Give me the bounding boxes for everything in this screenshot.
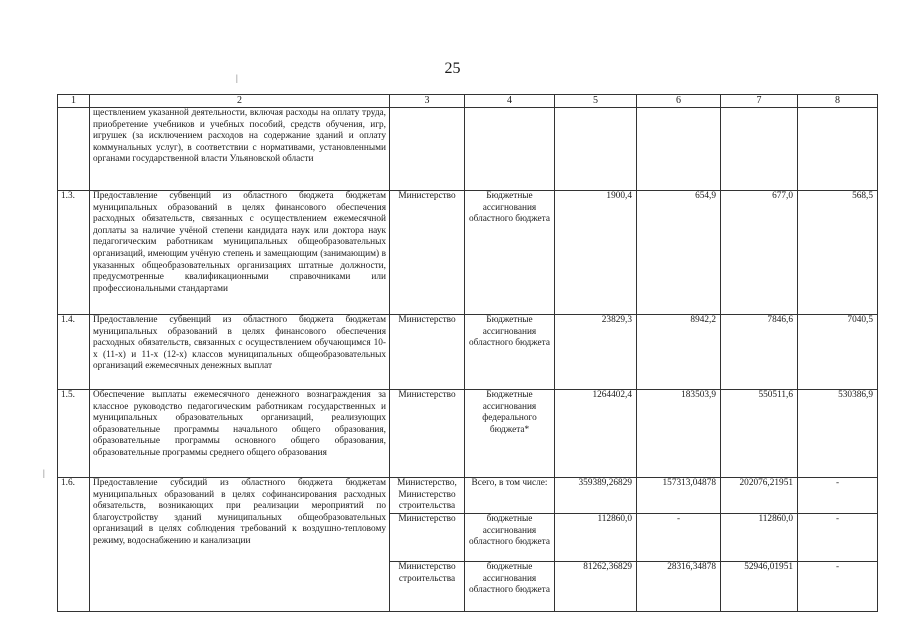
row-value-year2: 202076,21951	[721, 478, 798, 514]
row-description: Предоставление субсидий из областного бюджета бюджетам муниципальных образований в целях софинансирования расходных обязательств, возникающих при реализации мероприятий по благоустройству зданий муниципальных общеобразовательных организаций в целях соблюдения требований к воздушно-тепловому режиму, водоснабжению и канализации	[90, 478, 390, 612]
row-funding-source: Бюджетные ассигнования областного бюджета	[465, 315, 555, 390]
header-cell: 8	[798, 95, 878, 108]
header-cell: 7	[721, 95, 798, 108]
budget-table-container	[57, 94, 877, 612]
budget-table	[57, 94, 878, 612]
row-description: ществлением указанной деятельности, включая расходы на оплату труда, приобретение учебников и учебных пособий, средств обучения, игр, игрушек (за исключением расходов на содержание зданий и оплату коммунальных услуг), в соответствии с нормативами, установленными органами государственной власти Ульяновской области	[90, 108, 390, 191]
row-value-year3: 7040,5	[798, 315, 878, 390]
row-organization: Министерство	[390, 514, 465, 562]
row-value-total: 81262,36829	[555, 562, 637, 612]
row-funding-source	[465, 108, 555, 191]
header-cell: 5	[555, 95, 637, 108]
row-description: Обеспечение выплаты ежемесячного денежного вознаграждения за классное руководство педагогическим работникам государственных и муниципальных образовательных организаций, реализующих образовательные программы начального общего образования, образовательные программы основного общего образования, образовательные программы среднего общего образования	[90, 390, 390, 478]
row-value-year3: 530386,9	[798, 390, 878, 478]
row-description: Предоставление субвенций из областного бюджета бюджетам муниципальных образований в целях финансового обеспечения расходных обязательств, связанных с осуществлением ежемесячной доплаты за наличие учёной степени кандидата наук или доктора наук педагогическим работникам муниципальных общеобразовательных организаций, имеющим учёную степень и замещающим (занимающим) в указанных общеобразовательных организациях штатные должности, предусмотренные квалификационными справочниками или профессиональными стандартами	[90, 191, 390, 315]
table-row	[58, 108, 878, 191]
row-value-total: 112860,0	[555, 514, 637, 562]
row-organization	[390, 108, 465, 191]
row-value-total: 23829,3	[555, 315, 637, 390]
row-funding-source: бюджетные ассигнования областного бюджета	[465, 562, 555, 612]
row-value-total	[555, 108, 637, 191]
table-row	[58, 315, 878, 390]
row-value-year3: -	[798, 514, 878, 562]
header-cell: 4	[465, 95, 555, 108]
row-value-year3	[798, 108, 878, 191]
row-funding-source: Бюджетные ассигнования федерального бюджета*	[465, 390, 555, 478]
row-funding-source: Бюджетные ассигнования областного бюджета	[465, 191, 555, 315]
row-value-year1: 654,9	[637, 191, 721, 315]
row-value-year1: 183503,9	[637, 390, 721, 478]
row-value-total: 1264402,4	[555, 390, 637, 478]
row-number: 1.6.	[58, 478, 90, 612]
row-number: 1.5.	[58, 390, 90, 478]
row-value-total: 1900,4	[555, 191, 637, 315]
header-cell: 1	[58, 95, 90, 108]
row-value-year2: 7846,6	[721, 315, 798, 390]
table-row	[58, 478, 878, 514]
row-value-year2: 112860,0	[721, 514, 798, 562]
scan-mark: |	[43, 468, 45, 478]
row-value-year2: 52946,01951	[721, 562, 798, 612]
scan-mark: |	[236, 73, 238, 83]
row-number	[58, 108, 90, 191]
row-description: Предоставление субвенций из областного бюджета бюджетам муниципальных образований в целях финансового обеспечения расходных обязательств, связанных с осуществлением обучающимся 10-х (11-х) и 11-х (12-х) классов муниципальных общеобразовательных организаций ежемесячных денежных выплат	[90, 315, 390, 390]
page-number: 25	[444, 60, 461, 77]
row-funding-source: бюджетные ассигнования областного бюджета	[465, 514, 555, 562]
table-row	[58, 390, 878, 478]
row-organization: Министерство	[390, 191, 465, 315]
header-cell: 6	[637, 95, 721, 108]
row-value-year1: 157313,04878	[637, 478, 721, 514]
row-funding-source: Всего, в том числе:	[465, 478, 555, 514]
row-value-year2: 550511,6	[721, 390, 798, 478]
row-value-year1: 28316,34878	[637, 562, 721, 612]
row-value-year2	[721, 108, 798, 191]
table-row	[58, 191, 878, 315]
row-value-year3: 568,5	[798, 191, 878, 315]
row-value-year1: -	[637, 514, 721, 562]
row-value-year3: -	[798, 478, 878, 514]
header-cell: 2	[90, 95, 390, 108]
row-value-year3: -	[798, 562, 878, 612]
row-organization: Министерство	[390, 390, 465, 478]
row-value-year1	[637, 108, 721, 191]
row-value-total: 359389,26829	[555, 478, 637, 514]
row-organization: Министерство, Министерство строительства	[390, 478, 465, 514]
header-cell: 3	[390, 95, 465, 108]
row-organization: Министерство	[390, 315, 465, 390]
row-value-year2: 677,0	[721, 191, 798, 315]
row-value-year1: 8942,2	[637, 315, 721, 390]
row-number: 1.3.	[58, 191, 90, 315]
header-row	[58, 95, 878, 108]
row-organization: Министерство строительства	[390, 562, 465, 612]
row-number: 1.4.	[58, 315, 90, 390]
